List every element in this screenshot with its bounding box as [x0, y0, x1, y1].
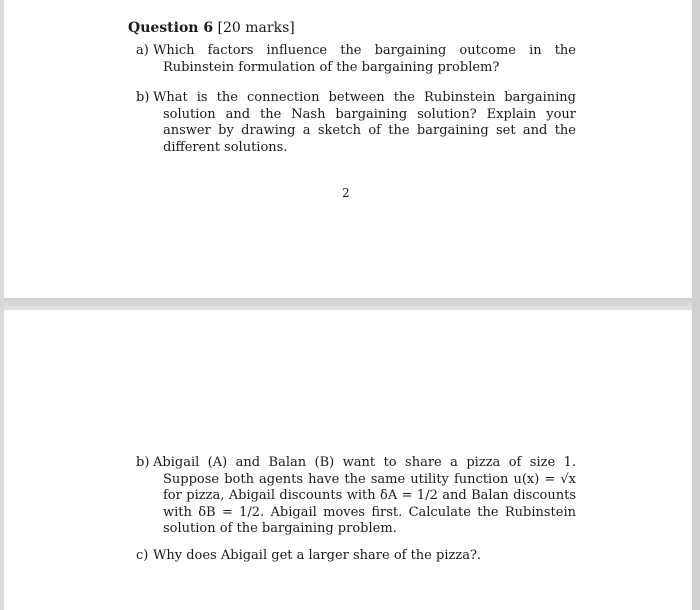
item-text: Abigail (A) and Balan (B) want to share a pizza of size 1. Suppose both agents have the same utility function u(x) = √x for pizza, Abigail discounts with δA = 1/2 and Balan discounts with δB = 1/2. Abigail moves first. Calculate the Rubinstein solution of the bargaining problem. [153, 455, 576, 536]
question-item-a [136, 43, 576, 76]
page-separator [4, 298, 692, 310]
item-label: b) [136, 90, 150, 105]
item-text: What is the connection between the Rubinstein bargaining solution and the Nash bargaining solution? Explain your answer by drawing a sketch of the bargaining set and the different solutions. [153, 90, 576, 155]
scroll-edge [692, 0, 700, 610]
question-item-c [136, 548, 576, 565]
item-label: b) [136, 455, 150, 470]
question-marks: [20 marks] [217, 20, 295, 36]
question-title: Question 6 [128, 20, 214, 36]
page-number: 2 [342, 186, 350, 200]
item-text: Which factors influence the bargaining outcome in the Rubinstein formulation of the bargaining problem? [153, 43, 576, 75]
item-text: Why does Abigail get a larger share of the pizza?. [153, 548, 482, 563]
item-label: c) [136, 548, 149, 563]
item-label: a) [136, 43, 149, 58]
question-item-b-pizza [136, 455, 576, 538]
question-item-b-connection [136, 90, 576, 156]
question-heading [128, 19, 295, 37]
